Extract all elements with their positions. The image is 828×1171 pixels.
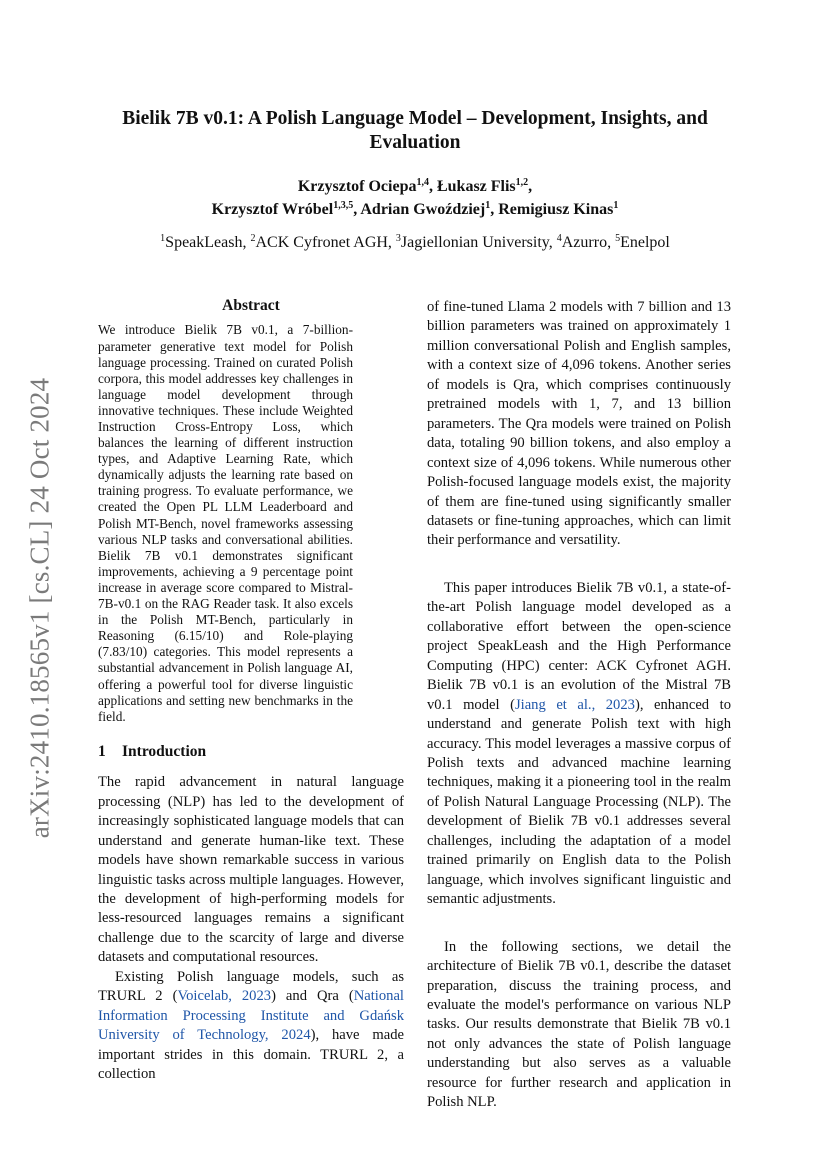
- author-affiliation-mark: 1,3,5: [333, 200, 354, 211]
- section-heading-introduction: [98, 742, 404, 761]
- affiliation-mark: 2: [250, 233, 256, 244]
- abstract-heading: Abstract: [222, 297, 280, 314]
- author-line-2: Krzysztof Wróbel$^{1,3,5}$, Adrian Gwoździej$^1$, Remigiusz Kinas$^1$: [211, 200, 619, 218]
- author-affiliation-mark: 1,4: [416, 177, 429, 188]
- author-affiliation-mark: 1: [613, 200, 619, 211]
- arxiv-sidebar-stamp: [20, 368, 60, 848]
- intro-paragraph-4: In the following sections, we detail the architecture of Bielik 7B v0.1, describe the dataset preparation, discuss the training process, and evaluate the model's performance on various NLP tasks. Our results demonstrate that Bielik 7B v0.1 not only advances the state of Polish language understanding but also serves as a valuable resource for further research and application in Polish NLP.: [427, 938, 731, 1111]
- affiliation-mark: 4: [556, 233, 562, 244]
- paragraph-text: ), enhanced to understand and generate Polish text with high accuracy. This model leverages a massive corpus of Polish texts and advanced machine learning techniques, making it a pioneering tool in the realm of Polish Natural Language Processing (NLP). The development of Bielik 7B v0.1 addresses several challenges, including the adaptation of a model trained primarily on English data to the Polish language, which involves significant linguistic and semantic adjustments.: [427, 696, 731, 908]
- citation-link-opi[interactable]: National Information Processing Institute and Gdańsk University of Technology, 2024: [98, 988, 404, 1044]
- paper-title: Bielik 7B v0.1: A Polish Language Model – Development, Insights, and Evaluation: [122, 108, 708, 153]
- paragraph-text: ) and Qra (: [271, 988, 354, 1005]
- section-number: 1: [98, 742, 106, 760]
- affiliations: $^1$SpeakLeash, $^2$ACK Cyfronet AGH, $^3$Jagiellonian University, $^4$Azurro, $^5$Enelpol: [160, 233, 670, 251]
- author-name: Remigiusz Kinas: [498, 201, 614, 218]
- paragraph-text: Existing Polish language models, such as TRURL 2 (: [98, 968, 404, 1005]
- paragraph-text: This paper introduces Bielik 7B v0.1, a state-of-the-art Polish language model developed as a collaborative effort between the open-science project SpeakLeash and the High Performance Computing (HPC) center: ACK Cyfronet AGH. Bielik 7B v0.1 is an evolution of the Mistral 7B v0.1 model (: [427, 579, 731, 713]
- author-name: Adrian Gwoździej: [360, 201, 486, 218]
- author-name: Łukasz Flis: [436, 178, 516, 195]
- author-name: Krzysztof Ociepa: [297, 178, 417, 195]
- affiliation-name: SpeakLeash: [165, 234, 243, 251]
- author-affiliation-mark: 1: [485, 200, 491, 211]
- author-affiliation-mark: 1,2: [515, 177, 529, 188]
- affiliation-name: ACK Cyfronet AGH: [255, 234, 388, 251]
- affiliation-name: Azurro: [561, 234, 608, 251]
- intro-paragraph-1: The rapid advancement in natural language processing (NLP) has led to the development of increasingly sophisticated language models that can understand and generate human-like text. These models have shown remarkable success in various linguistic tasks across multiple languages. However, the development of high-performing models for less-resourced languages remains a significant challenge due to the scarcity of large and diverse datasets and computational resources.: [98, 774, 404, 966]
- citation-link-jiang[interactable]: Jiang et al., 2023: [514, 696, 635, 713]
- right-column: [427, 298, 731, 1113]
- affiliation-name: Jagiellonian University: [400, 234, 549, 251]
- section-title: Introduction: [122, 742, 207, 760]
- author-list: [100, 175, 730, 221]
- affiliation-mark: 5: [615, 233, 621, 244]
- intro-paragraph-3: [427, 579, 731, 910]
- abstract-text: We introduce Bielik 7B v0.1, a 7-billion-parameter generative text model for Polish language processing. Trained on curated Polish corpora, this model addresses key challenges in language model development through innovative techniques. These include Weighted Instruction Cross-Entropy Loss, which balances the learning of different instruction types, and Adaptive Learning Rate, which dynamically adjusts the learning rate based on training progress. To evaluate performance, we created the Open PL LLM Leaderboard and Polish MT-Bench, novel frameworks assessing various NLP tasks and conversational abilities. Bielik 7B v0.1 demonstrates significant improvements, achieving a 9 percentage point increase in average score compared to Mistral-7B-v0.1 on the RAG Reader task. It also excels in the Polish MT-Bench, particularly in Reasoning (6.15/10) and Role-playing (7.83/10) categories. This model represents a substantial advancement in Polish language AI, offering a powerful tool for diverse linguistic applications and setting new benchmarks in the field.: [98, 322, 353, 724]
- affiliation-mark: 3: [395, 233, 401, 244]
- author-name: Krzysztof Wróbel: [211, 201, 334, 218]
- affiliation-mark: 1: [160, 233, 166, 244]
- intro-paragraph-2: [98, 968, 404, 1085]
- arxiv-identifier: arXiv:2410.18565v1 [cs.CL] 24 Oct 2024: [24, 377, 55, 839]
- paragraph-text: ), have made important strides in this domain. TRURL 2, a collection: [98, 1027, 404, 1083]
- affiliation-name: Enelpol: [620, 234, 670, 251]
- intro-paragraph-2-continued: of fine-tuned Llama 2 models with 7 billion and 13 billion parameters was trained on approximately 1 million conversational Polish and English samples, with a context size of 4,096 tokens. Another series of models is Qra, which comprises continuously pretrained models with 1, 7, and 13 billion parameters. The Qra models were trained on Polish data, totaling 90 billion tokens, and also employ a context size of 4,096 tokens. While numerous other Polish-focused language models exist, the majority of them are fine-tuned using significantly smaller datasets or fine-tuning approaches, which can limit their performance and versatility.: [427, 299, 731, 549]
- author-line-1: Krzysztof Ociepa$^{1,4}$, Łukasz Flis$^{1,2}$,: [297, 177, 533, 195]
- left-column: [98, 296, 404, 1085]
- citation-link-voicelab[interactable]: Voicelab, 2023: [177, 988, 272, 1005]
